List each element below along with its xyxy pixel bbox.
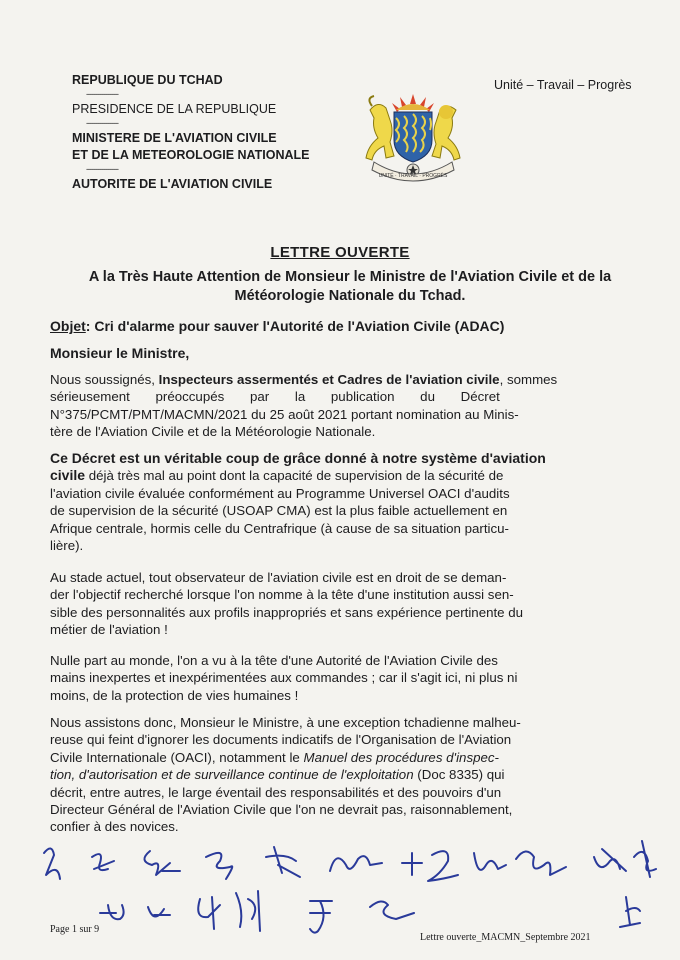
paragraph-line: sérieusement préoccupés par la publication du Décret — [50, 389, 500, 405]
authority-name: AUTORITE DE L'AVIATION CIVILE — [72, 177, 273, 191]
paragraph-line: Afrique centrale, hormis celle du Centrafrique (à cause de sa situation particu- — [50, 520, 509, 536]
separator: ---------------- — [86, 164, 118, 174]
paragraph-2 — [50, 450, 642, 554]
paragraph-1 — [50, 371, 642, 441]
national-motto: Unité – Travail – Progrès — [494, 78, 632, 92]
paragraph-line: Ce Décret est un véritable coup de grâce donné à notre système d'aviation — [50, 450, 546, 466]
emblem-motto: UNITÉ · TRAVAIL · PROGRÈS — [378, 173, 448, 179]
paragraph-line: moins, de la protection de vies humaines ! — [50, 687, 299, 703]
paragraph-line: l'aviation civile évaluée conformément au Programme Universel OACI d'audits — [50, 485, 510, 501]
country-name: REPUBLIQUE DU TCHAD — [72, 73, 223, 87]
paragraph-4 — [50, 652, 642, 704]
paragraph-line: Nous assistons donc, Monsieur le Ministre, à une exception tchadienne malheu- — [50, 715, 521, 730]
paragraph-line: Au stade actuel, tout observateur de l'aviation civile est en droit de se deman- — [50, 570, 507, 585]
paragraph-3 — [50, 569, 642, 639]
paragraph-line: reuse qui feint d'ignorer les documents indicatifs de l'Organisation de l'Aviation — [50, 732, 512, 748]
letter-subject — [50, 318, 504, 334]
paragraph-line: Civile Internationale (OACI), notamment le Manuel des procédures d'inspec- — [50, 749, 499, 765]
separator: ---------------- — [86, 89, 118, 99]
paragraph-line: civile déjà très mal au point dont la capacité de supervision de la sécurité de — [50, 467, 504, 484]
paragraph-line: de supervision de la sécurité (USOAP CMA) est la plus faible actuellement en — [50, 503, 508, 519]
salutation: Monsieur le Ministre, — [50, 345, 190, 361]
separator: ---------------- — [86, 118, 118, 128]
paragraph-line: confier à des novices. — [50, 819, 179, 835]
page-number: Page 1 sur 9 — [50, 924, 100, 935]
paragraph-line: sible des personnalités aux profils inappropriés et sans expérience pertinente du — [50, 604, 524, 620]
subject-label: Objet — [50, 318, 86, 334]
paragraph-line: tère de l'Aviation Civile et de la Météorologie Nationale. — [50, 424, 376, 440]
letterhead — [72, 72, 332, 193]
paragraph-line: lière). — [50, 538, 84, 554]
presidency-name: PRESIDENCE DE LA REPUBLIQUE — [72, 102, 277, 116]
paragraph-line: Nous soussignés, Inspecteurs assermentés et Cadres de l'aviation civile, sommes — [50, 372, 558, 387]
paragraph-line: mains inexpertes et inexpérimentées aux commandes ; car il s'agit ici, ni plus ni — [50, 670, 518, 686]
ministry-name-line2: ET DE LA METEOROLOGIE NATIONALE — [72, 148, 310, 162]
paragraph-line: décrit, entre autres, le large éventail des responsabilités et des pouvoirs d'un — [50, 784, 502, 800]
letter-recipient: A la Très Haute Attention de Monsieur le Ministre de l'Aviation Civile et de la Météorologie Nationale du Tchad. — [88, 269, 612, 304]
paragraph-line: métier de l'aviation ! — [50, 622, 168, 638]
paragraph-line: N°375/PCMT/PMT/MACMN/2021 du 25 août 2021 portant nomination au Minis- — [50, 406, 519, 422]
paragraph-5 — [50, 714, 642, 836]
subject-text: : Cri d'alarme pour sauver l'Autorité de l'Aviation Civile (ADAC) — [85, 318, 505, 334]
paragraph-line: der l'objectif recherché lorsque l'on nomme à la tête d'une institution aussi sen- — [50, 587, 514, 603]
chad-coat-of-arms-icon — [360, 90, 466, 186]
paragraph-line: Directeur Général de l'Aviation Civile que l'on ne devrait pas, raisonnablement, — [50, 802, 513, 818]
ministry-name-line1: MINISTERE DE L'AVIATION CIVILE — [72, 131, 277, 145]
paragraph-line: tion, d'autorisation et de surveillance continue de l'exploitation (Doc 8335) qui — [50, 767, 505, 783]
letter-title: LETTRE OUVERTE — [270, 244, 410, 261]
paragraph-line: Nulle part au monde, l'on a vu à la tête d'une Autorité de l'Aviation Civile des — [50, 653, 498, 668]
document-reference: Lettre ouverte_MACMN_Septembre 2021 — [420, 932, 591, 943]
